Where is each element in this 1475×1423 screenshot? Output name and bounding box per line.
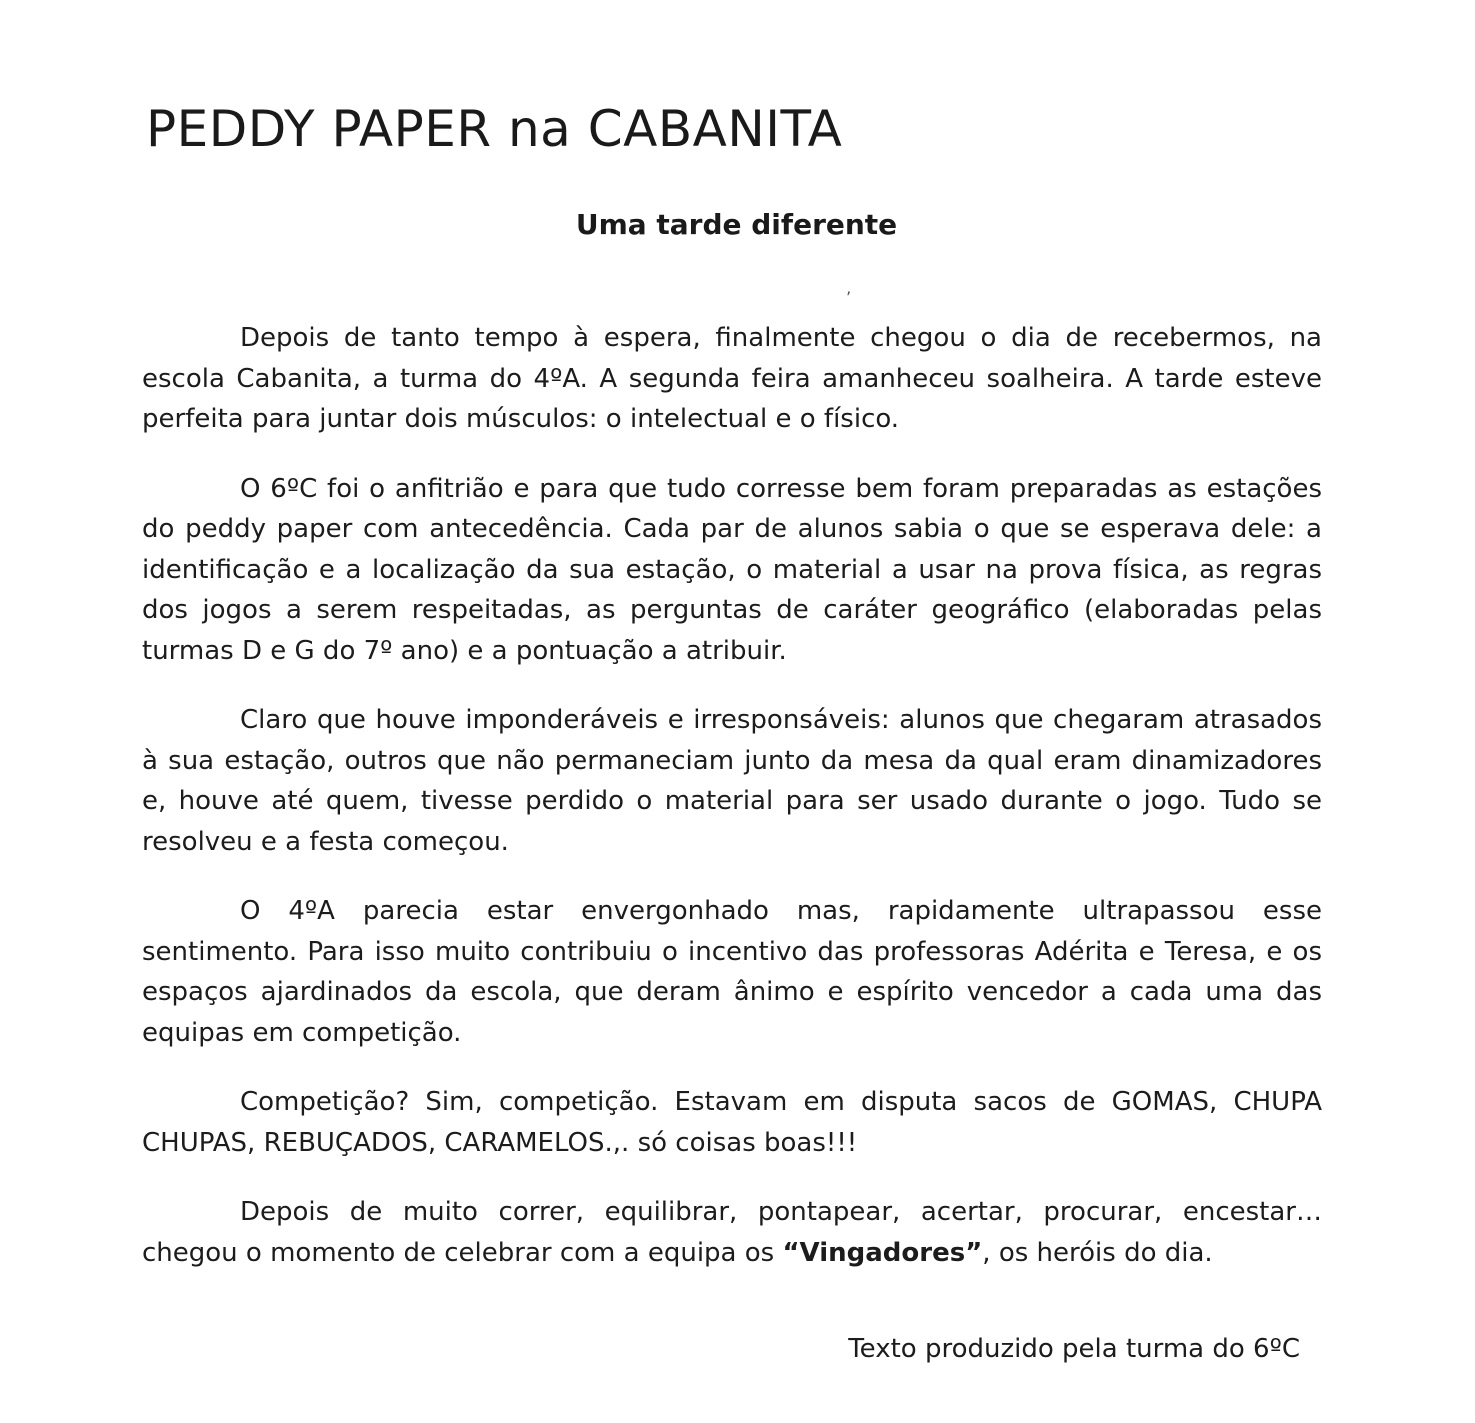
subtitle-text: Uma tarde diferente [575, 208, 898, 241]
signature-line: Texto produzido pela turma do 6ºC [848, 1334, 1300, 1364]
team-name-emphasis: “Vingadores” [782, 1237, 983, 1268]
paragraph: O 6ºC foi o anfitrião e para que tudo corresse bem foram preparadas as estações do peddy paper com antecedência. Cada par de alunos sabia o que se esperava dele: a identificação e a localização da sua estação, o material a usar na prova física, as regras dos jogos a serem respeitadas, as perguntas de caráter geográfico (elaboradas pelas turmas D e G do 7º ano) e a pontuação a atribuir. [142, 473, 1322, 666]
paragraph: Depois de tanto tempo à espera, finalmente chegou o dia de recebermos, na escola Cabanita, a turma do 4ºA. A segunda feira amanheceu soalheira. A tarde esteve perfeita para juntar dois músculos: o intelectual e o físico. [142, 323, 1322, 434]
closing-text-before: Depois de muito correr, equilibrar, pontapear, acertar, procurar, encestar… chegou o momento de celebrar com a equipa os [142, 1197, 1322, 1268]
closing-text-after: , os heróis do dia. [982, 1237, 1213, 1268]
document-title: PEDDY PAPER na CABANITA [146, 100, 843, 158]
stray-mark: ’ [846, 288, 852, 307]
paragraph: Claro que houve imponderáveis e irresponsáveis: alunos que chegaram atrasados à sua estação, outros que não permaneciam junto da mesa da qual eram dinamizadores e, houve até quem, tivesse perdido o material para ser usado durante o jogo. Tudo se resolveu e a festa começou. [142, 705, 1322, 857]
paragraph: O 4ºA parecia estar envergonhado mas, rapidamente ultrapassou esse sentimento. Para isso muito contribuiu o incentivo das professoras Adérita e Teresa, e os espaços ajardinados da escola, que deram ânimo e espírito vencedor a cada uma das equipas em competição. [142, 896, 1322, 1048]
closing-paragraph [142, 1192, 1322, 1273]
document-subtitle [0, 208, 1475, 241]
paragraph: Competição? Sim, competição. Estavam em disputa sacos de GOMAS, CHUPA CHUPAS, REBUÇADOS, CARAMELOS.,. só coisas boas!!! [142, 1087, 1322, 1158]
article-body [142, 318, 1322, 1302]
